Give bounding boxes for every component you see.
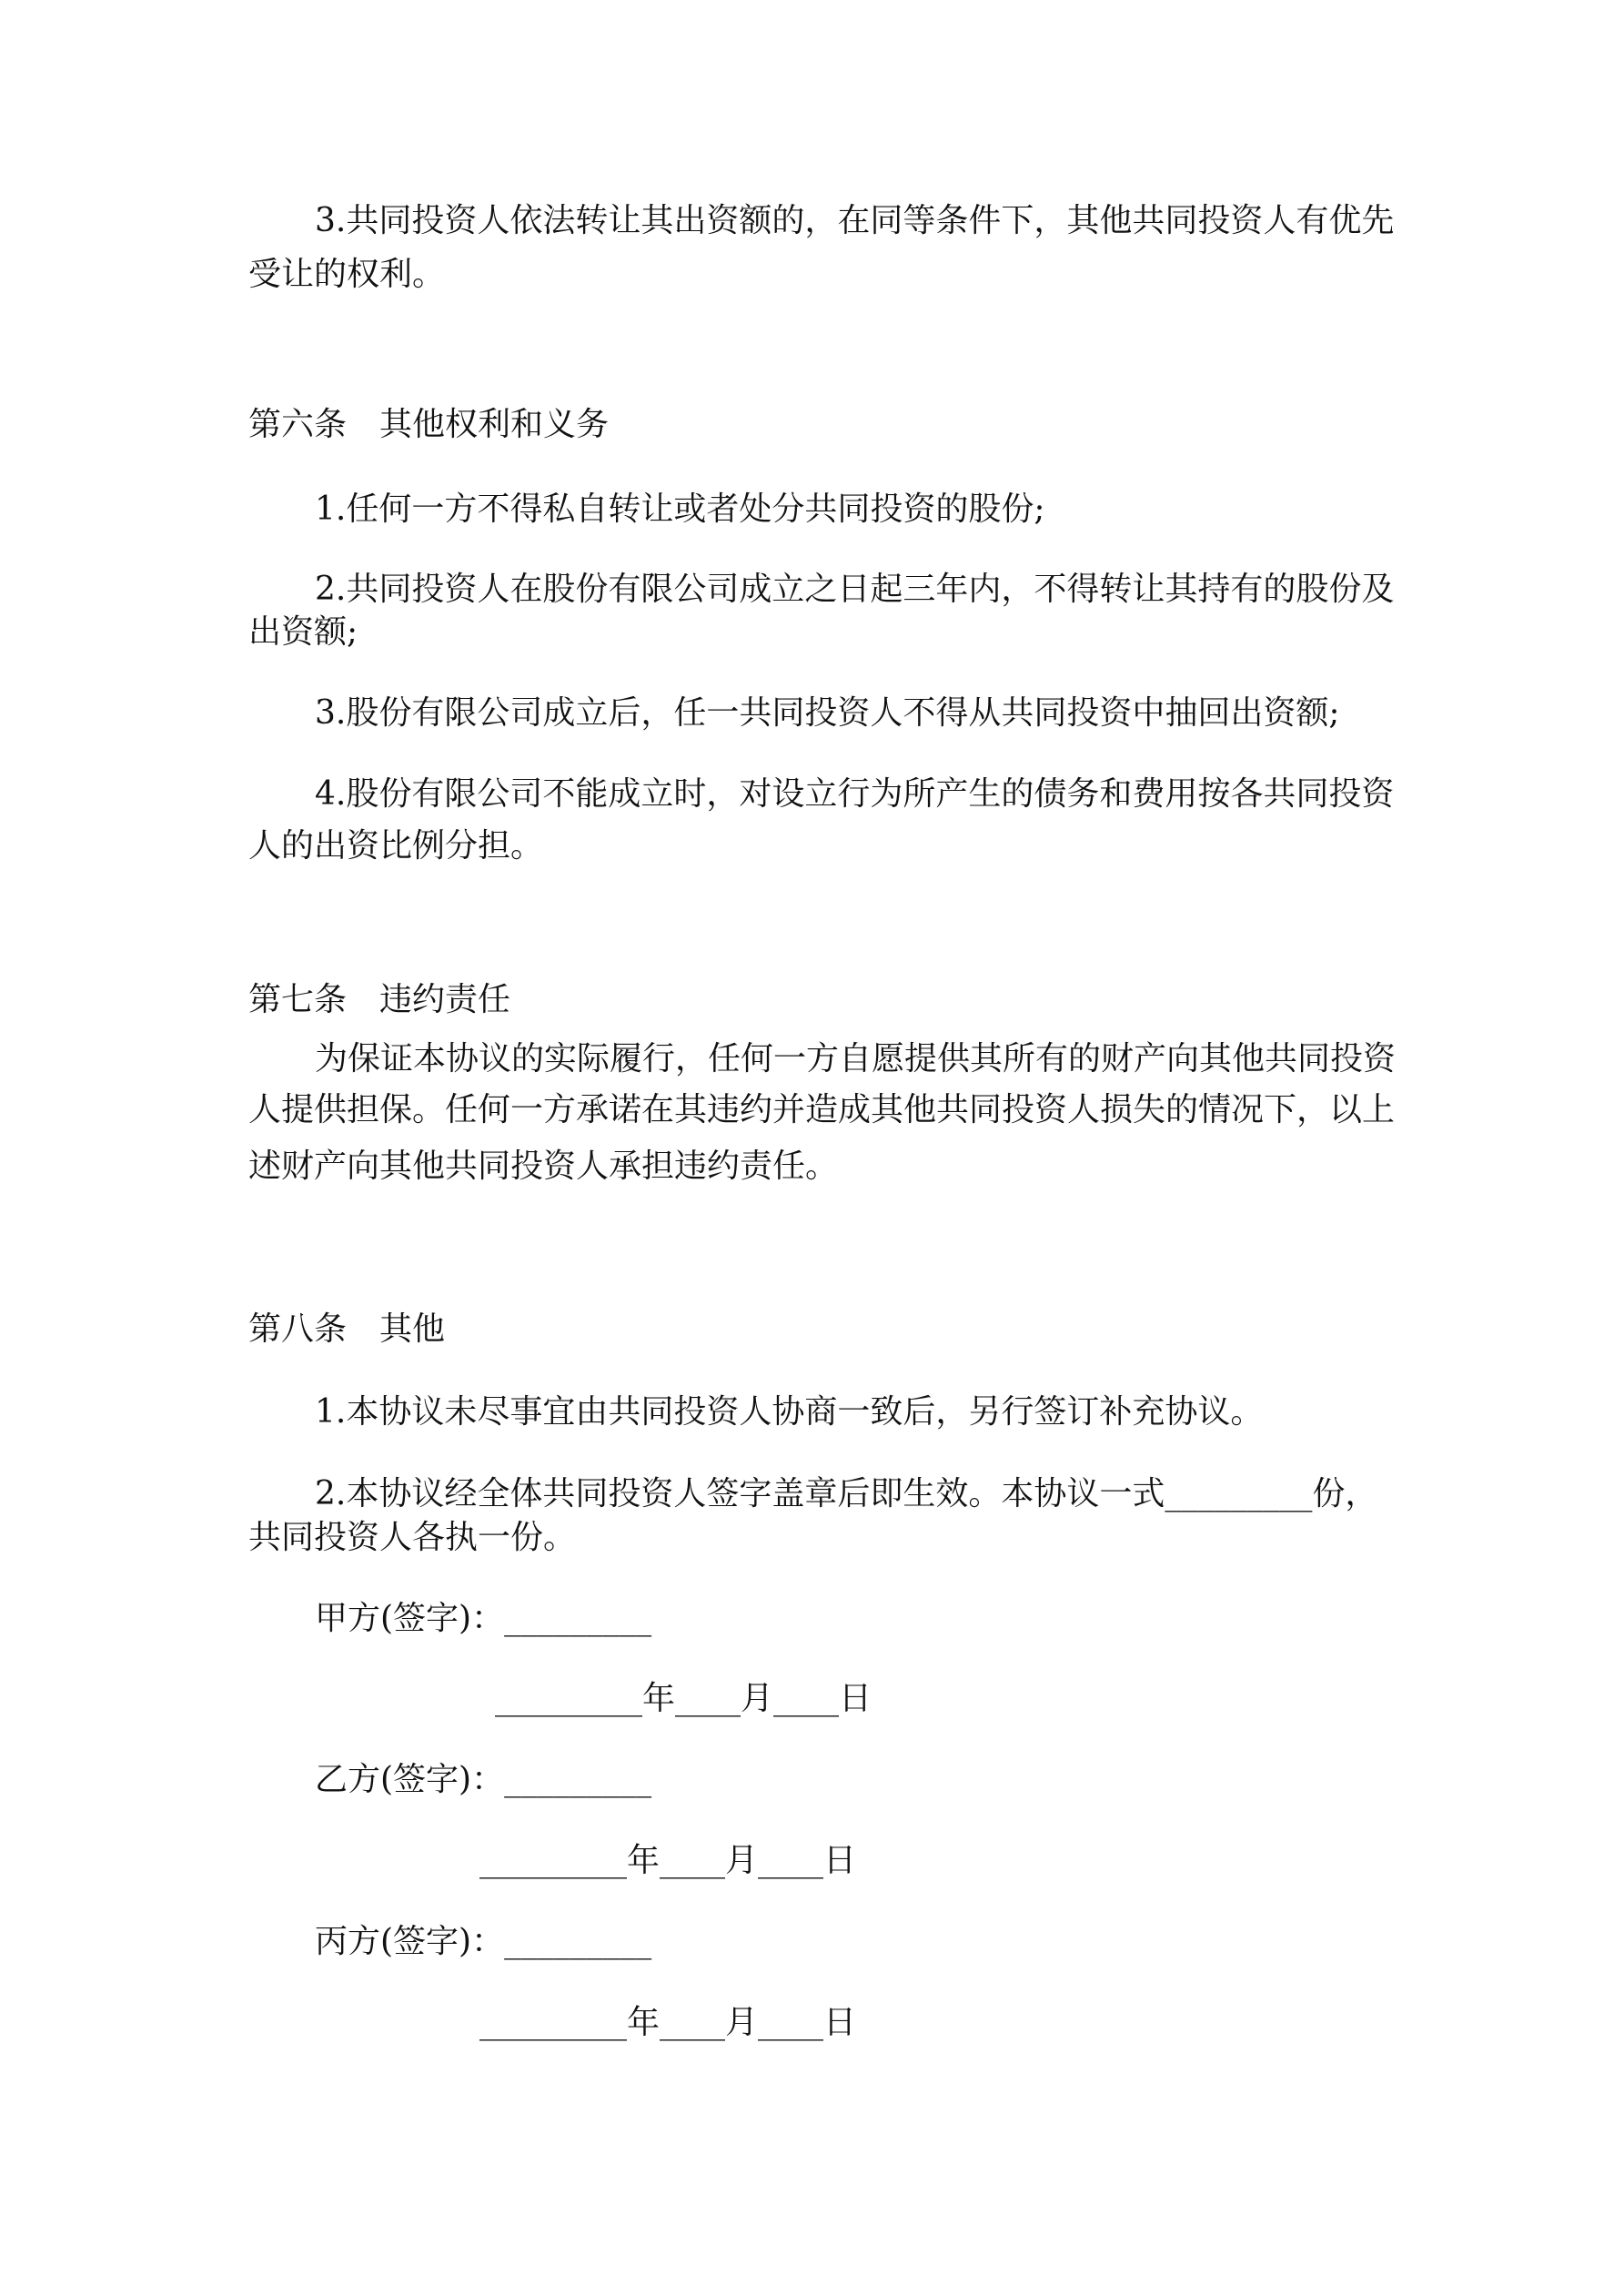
art5-p3-line2: 受让的权利。 xyxy=(248,256,446,293)
party-a-signature: 甲方(签字)：_________ xyxy=(315,1600,652,1637)
art7-p1-line2: 人提供担保。任何一方承诺在其违约并造成其他共同投资人损失的情况下，以上 xyxy=(248,1091,1396,1128)
art7-p1-line1: 为保证本协议的实际履行，任何一方自愿提供其所有的财产向其他共同投资 xyxy=(315,1040,1397,1077)
party-c-date: _________年____月____日 xyxy=(479,2004,856,2041)
art8-heading: 第八条 其他 xyxy=(248,1310,446,1348)
art8-p2-line2: 共同投资人各执一份。 xyxy=(248,1519,577,1556)
party-b-signature: 乙方(签字)：_________ xyxy=(315,1761,652,1798)
art8-p2-line1: 2.本协议经全体共同投资人签字盖章后即生效。本协议一式_________份， xyxy=(315,1475,1378,1512)
art6-p2-line2: 出资额; xyxy=(248,613,358,651)
art5-p3-line1: 3.共同投资人依法转让其出资额的，在同等条件下，其他共同投资人有优先 xyxy=(315,202,1395,239)
party-a-date: _________年____月____日 xyxy=(495,1680,872,1717)
art7-heading: 第七条 违约责任 xyxy=(248,981,511,1018)
art6-heading: 第六条 其他权利和义务 xyxy=(248,406,610,443)
party-b-date: _________年____月____日 xyxy=(479,1842,856,1879)
art6-p4-line1: 4.股份有限公司不能成立时，对设立行为所产生的债务和费用按各共同投资 xyxy=(315,775,1395,813)
party-c-signature: 丙方(签字)：_________ xyxy=(315,1923,652,1960)
art6-p2-line1: 2.共同投资人在股份有限公司成立之日起三年内，不得转让其持有的股份及 xyxy=(315,571,1395,608)
art6-p1: 1.任何一方不得私自转让或者处分共同投资的股份; xyxy=(315,491,1045,528)
art6-p3: 3.股份有限公司成立后，任一共同投资人不得从共同投资中抽回出资额; xyxy=(315,694,1340,732)
art7-p1-line3: 述财产向其他共同投资人承担违约责任。 xyxy=(248,1148,839,1185)
art6-p4-line2: 人的出资比例分担。 xyxy=(248,827,544,865)
art8-p1: 1.本协议未尽事宜由共同投资人协商一致后，另行签订补充协议。 xyxy=(315,1393,1264,1431)
